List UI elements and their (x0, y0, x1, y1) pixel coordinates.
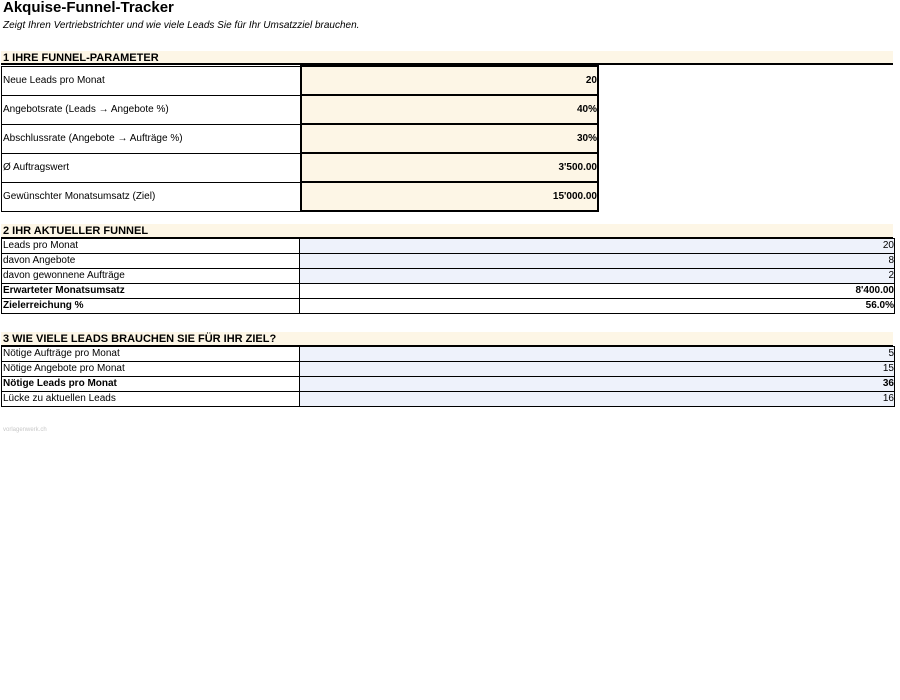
param-label-offer-rate: Angebotsrate (Leads → Angebote %) (2, 95, 302, 124)
param-label-order-value: Ø Auftragswert (2, 153, 302, 182)
table-row (2, 347, 895, 362)
page-title: Akquise-Funnel-Tracker (3, 0, 174, 16)
row-value: 8 (300, 254, 895, 269)
param-input-target-revenue[interactable]: 15'000.00 (301, 182, 598, 211)
row-value: 20 (300, 239, 895, 254)
param-label-target-revenue: Gewünschter Monatsumsatz (Ziel) (2, 182, 302, 211)
section-header-funnel-parameters: 1 IHRE FUNNEL-PARAMETER (1, 51, 893, 65)
param-input-offer-rate[interactable]: 40% (301, 95, 598, 124)
param-label-leads: Neue Leads pro Monat (2, 66, 302, 95)
table-row (2, 284, 895, 299)
section-header-leads-needed: 3 WIE VIELE LEADS BRAUCHEN SIE FÜR IHR ZIEL? (1, 332, 893, 346)
table-row (2, 66, 599, 95)
row-label: davon Angebote (2, 254, 300, 269)
row-label: Lücke zu aktuellen Leads (2, 392, 300, 407)
row-label: Nötige Leads pro Monat (2, 377, 300, 392)
table-row (2, 254, 895, 269)
footer-watermark: vorlagenwerk.ch (3, 427, 47, 433)
leads-needed-table (1, 346, 895, 407)
row-label: davon gewonnene Aufträge (2, 269, 300, 284)
table-row (2, 362, 895, 377)
funnel-parameters-table (1, 65, 599, 212)
section-header-current-funnel: 2 IHR AKTUELLER FUNNEL (1, 224, 893, 238)
page-subtitle: Zeigt Ihren Vertriebstrichter und wie viele Leads Sie für Ihr Umsatzziel brauchen. (3, 20, 360, 31)
table-row (2, 299, 895, 314)
table-row (2, 153, 599, 182)
table-row (2, 182, 599, 211)
table-row (2, 239, 895, 254)
table-row (2, 95, 599, 124)
row-label: Nötige Aufträge pro Monat (2, 347, 300, 362)
row-value: 5 (300, 347, 895, 362)
row-label: Zielerreichung % (2, 299, 300, 314)
param-input-order-value[interactable]: 3'500.00 (301, 153, 598, 182)
table-row (2, 392, 895, 407)
param-label-close-rate: Abschlussrate (Angebote → Aufträge %) (2, 124, 302, 153)
param-input-close-rate[interactable]: 30% (301, 124, 598, 153)
row-label: Leads pro Monat (2, 239, 300, 254)
row-value: 36 (300, 377, 895, 392)
row-value: 15 (300, 362, 895, 377)
row-label: Nötige Angebote pro Monat (2, 362, 300, 377)
current-funnel-table (1, 238, 895, 314)
row-value: 2 (300, 269, 895, 284)
row-label: Erwarteter Monatsumsatz (2, 284, 300, 299)
table-row (2, 269, 895, 284)
row-value: 8'400.00 (300, 284, 895, 299)
table-row (2, 124, 599, 153)
row-value: 16 (300, 392, 895, 407)
row-value: 56.0% (300, 299, 895, 314)
param-input-leads[interactable]: 20 (301, 66, 598, 95)
table-row (2, 377, 895, 392)
